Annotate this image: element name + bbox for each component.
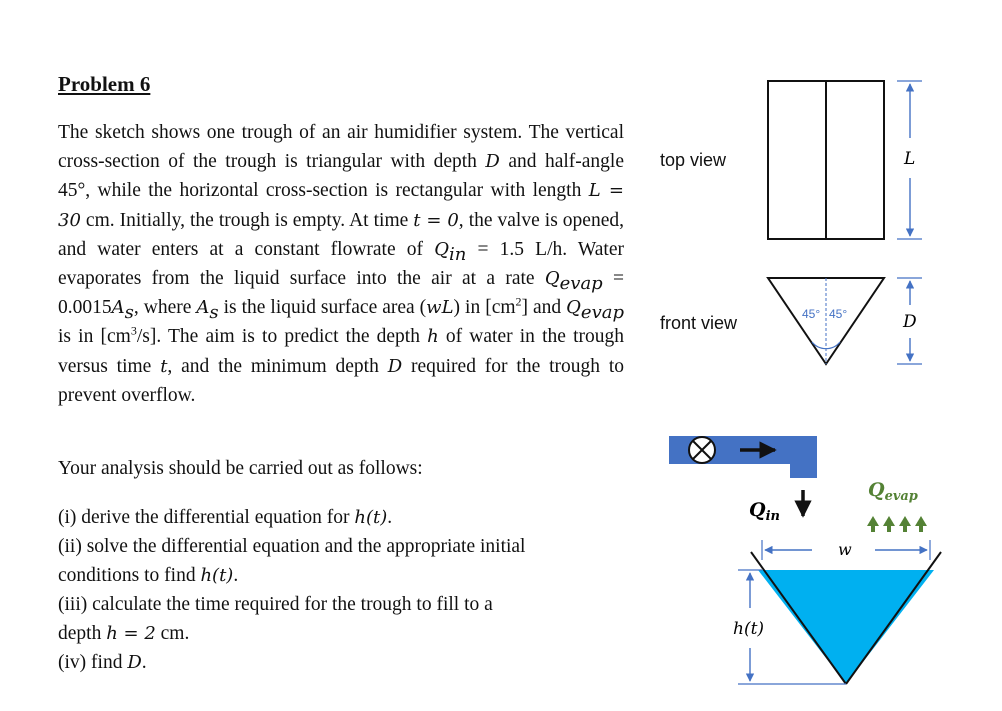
half-angle-right: 45° bbox=[829, 307, 848, 321]
front-view-drawing bbox=[768, 278, 884, 364]
problem-heading: Problem 6 bbox=[58, 72, 151, 96]
evaporation-arrows bbox=[867, 516, 927, 532]
task-step-2-cont: conditions to find h(t). bbox=[58, 565, 239, 586]
evaporation-label: $Q_{evap}$ bbox=[868, 479, 918, 504]
length-dimension bbox=[897, 81, 922, 239]
top-view-label: top view bbox=[660, 150, 727, 170]
task-step-1: (i) derive the differential equation for h(t). bbox=[58, 507, 393, 528]
inflow-label: $Q_{in}$ bbox=[749, 499, 780, 524]
task-step-3-cont: depth h = 2 cm. bbox=[58, 623, 190, 644]
depth-dimension bbox=[897, 278, 922, 364]
inflow-indicator bbox=[749, 490, 803, 524]
front-view-label: front view bbox=[660, 313, 738, 333]
task-step-2: (ii) solve the differential equation and the appropriate initial bbox=[58, 536, 526, 557]
inlet-pipe bbox=[669, 436, 817, 478]
trough-with-water bbox=[751, 552, 941, 684]
evaporation-indicator bbox=[867, 479, 927, 532]
problem-statement: The sketch shows one trough of an air humidifier system. The vertical cross-section of the trough is triangular with depth D and half-angle 45°, while the horizontal cross-section is rectangular with length L = 30 cm. Initially, the trough is empty. At time t = 0, the valve is opened, and water enters at a constant flowrate of $Q_{in} = 1.5$ L/h. Water evaporates from the liquid surface into the air at a rate $Q_{evap} = 0.0015A_s$, where $A_s$ is the liquid surface area (wL) in $[cm^2]$ and $Q_{evap}$ is in $[cm^3/s]$. The aim is to predict the depth h of water in the trough versus time t, and the minimum depth D required for the trough to prevent overflow. bbox=[58, 122, 625, 406]
width-label: w bbox=[838, 540, 852, 559]
water-body bbox=[758, 570, 934, 684]
width-dimension bbox=[762, 540, 930, 560]
half-angle-left: 45° bbox=[802, 307, 821, 321]
task-step-3: (iii) calculate the time required for the trough to fill to a bbox=[58, 594, 493, 615]
task-step-4: (iv) find D. bbox=[58, 652, 147, 673]
top-view-drawing bbox=[768, 81, 884, 239]
analysis-intro: Your analysis should be carried out as follows: bbox=[58, 458, 423, 479]
water-depth-label: h(t) bbox=[733, 619, 765, 639]
depth-label: D bbox=[903, 312, 917, 332]
length-label: L bbox=[904, 149, 916, 169]
